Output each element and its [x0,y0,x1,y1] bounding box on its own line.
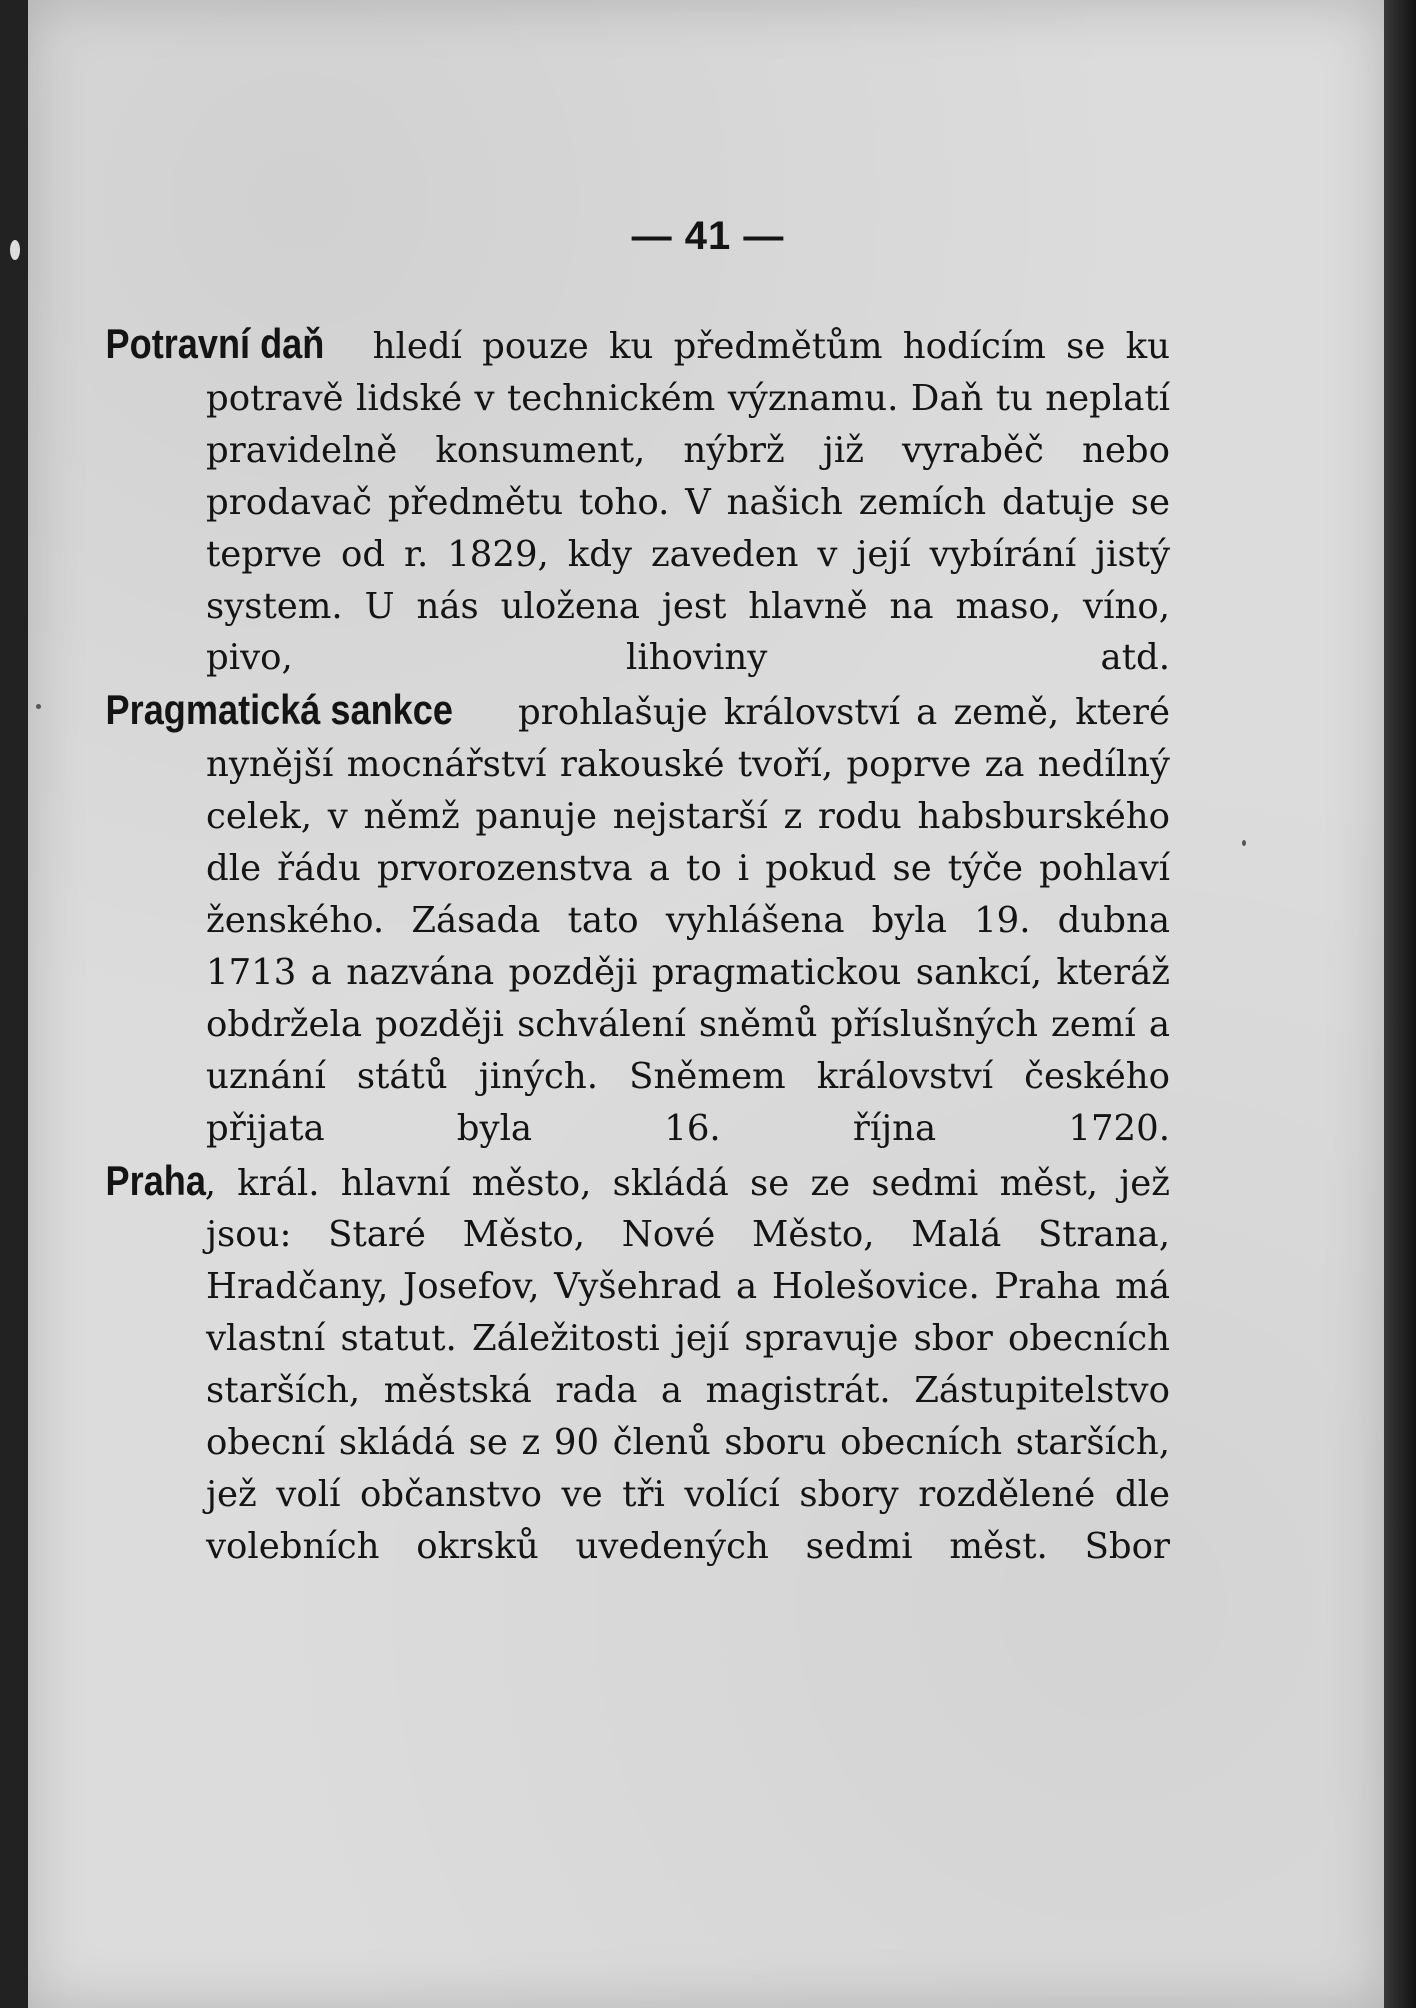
entry-text: prohlašuje království a země, které nynější mocnářství rakouské tvoří, poprve za nedílný celek, v němž panuje nejstarší z rodu habsburského dle řádu prvorozenstva a to i pokud se týče pohlaví ženského. Zásada tato vyhlášena byla 19. dubna 1713 a nazvána později pragmatickou sankcí, kteráž obdržela později schválení sněmů příslušných zemí a uznání států jiných. Sněmem království českého přijata byla 16. října 1720. [206,692,1170,1149]
entry-headword: Praha [105,1156,206,1204]
entry-potravni-dan [105,318,1170,684]
entry-headword: Pragmatická sankce [105,686,453,734]
page-mark [1242,840,1246,846]
entry-text: , král. hlavní město, skládá se ze sedmi měst, jež jsou: Staré Město, Nové Město, Malá Strana, Hradčany, Josefov, Vyšehrad a Holešovice. Praha má vlastní statut. Záležitosti její spravuje sbor obecních starších, městská rada a magistrát. Zástupitelstvo obecní skládá se z 90 členů sboru obecních starších, jež volí občanstvo ve tři volící sbory rozdělené dle volebních okrsků uvedených sedmi měst. Sbor [204,1162,1170,1567]
entry-praha [105,1155,1170,1573]
page-mark [36,704,41,709]
entry-pragmaticka-sankce [105,684,1170,1154]
page-content [105,318,1170,1573]
entry-headword: Potravní daň [105,320,325,367]
page-edge [1384,0,1416,2008]
page-mark [10,240,20,260]
page-number: — 41 — [631,214,785,258]
entry-text: hledí pouze ku předmětům hodícím se ku potravě lidské v technickém významu. Daň tu neplatí pravidelně konsument, nýbrž již vyraběč nebo prodavač předmětu toho. V našich zemích datuje se teprve od r. 1829, kdy zaveden v její vybírání jistý system. U nás uložena jest hlavně na maso, víno, pivo, lihoviny atd. [206,326,1170,679]
